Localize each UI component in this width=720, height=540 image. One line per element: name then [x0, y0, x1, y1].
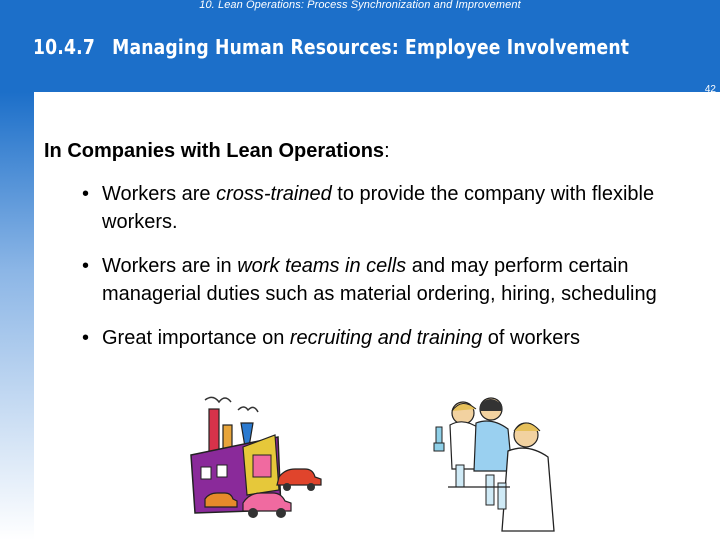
bullet-list	[78, 180, 718, 368]
bullet-text: Workers are in	[102, 255, 238, 277]
title-text: Managing Human Resources: Employee Involvement	[112, 35, 630, 59]
bullet-text: of workers	[482, 327, 581, 349]
left-gradient-bar	[0, 92, 34, 540]
bullet-emphasis: recruiting and training	[289, 327, 483, 349]
section-number: 10.4.7	[33, 35, 95, 59]
bullet-text: and may perform certain managerial duties such as material ordering, hiring, scheduling	[102, 255, 657, 305]
content-heading	[44, 140, 390, 163]
heading-bold: In Companies with Lean Operations	[44, 140, 385, 162]
bullet-item	[78, 180, 718, 236]
slide-title	[33, 35, 629, 59]
bullet-dot-icon: •	[82, 327, 90, 349]
bullet-item	[78, 252, 718, 308]
bullet-emphasis: work teams in cells	[237, 255, 407, 277]
bullet-item	[78, 324, 718, 352]
bullet-dot-icon: •	[82, 255, 90, 277]
lab-workers-clipart	[428, 395, 558, 535]
bullet-text: to provide the company with flexible workers.	[102, 183, 655, 233]
bullet-text: Great importance on	[102, 327, 290, 349]
bullet-text: Workers are	[102, 183, 217, 205]
bullet-emphasis: cross-trained	[216, 183, 332, 205]
heading-colon: :	[384, 140, 390, 162]
factory-clipart	[183, 395, 333, 535]
page-number: 42	[704, 84, 716, 95]
bullet-dot-icon: •	[82, 183, 90, 205]
chapter-title: 10. Lean Operations: Process Synchronization and Improvement	[199, 0, 521, 11]
